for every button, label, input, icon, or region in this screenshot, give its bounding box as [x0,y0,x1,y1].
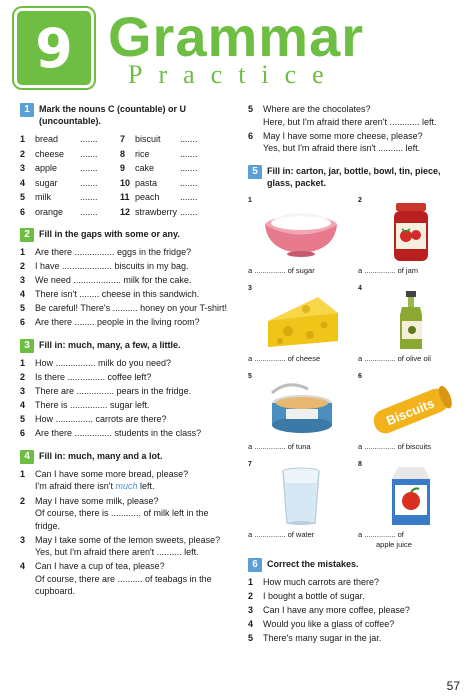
answer-blank[interactable]: ....... [80,206,98,217]
exercise-5 [248,165,458,550]
noun-item: 4 sugar ....... [20,177,98,188]
exercise-1 [20,103,234,218]
answer-blank[interactable]: ....... [180,134,198,144]
exercise-4-list [20,468,234,598]
exercise-instruction: Fill in: carton, jar, bottle, bowl, tin, piece, glass, packet. [267,165,441,188]
noun-item: 11 peach ....... [120,192,198,202]
answer-blank[interactable]: ....... [80,177,98,188]
picture-item: 5 a ............... of tuna [248,371,348,457]
list-item[interactable]: 3 There are ............... pears in the fridge. [20,386,192,397]
exercise-6-heading [248,558,458,572]
exercise-2-list [20,246,234,329]
list-item[interactable]: 6 Are there ............... students in the class? [20,428,202,439]
noun-item: 2 cheese ....... [20,148,98,159]
list-item[interactable]: 2 May I have some milk, please? Of course, there is ............ of milk left in the fridge. [20,495,209,531]
page-subtitle: Practice [128,60,340,89]
list-item[interactable]: 4 Would you like a glass of coffee? [248,618,395,629]
exercise-6-list [248,576,458,645]
list-item[interactable]: 5 Be careful! There's .......... honey on your T-shirt! [20,303,227,314]
list-item[interactable]: 1 How much carrots are there? [248,576,380,587]
picture-caption[interactable]: a ............... of cheese [248,353,321,363]
exercise-number: 5 [248,165,262,179]
answer-blank[interactable]: ....... [80,163,98,173]
noun-item: 9 cake ....... [120,163,198,173]
picture-caption[interactable]: a ............... of olive oil [358,353,431,363]
example-answer: much [115,481,138,492]
picture-grid [248,195,458,550]
exercise-number: 4 [20,450,34,464]
exercise-3-heading [20,339,234,353]
list-item[interactable]: 3 We need ................... milk for the cake. [20,275,192,286]
list-item[interactable]: 2 Is there ............... coffee left? [20,372,152,383]
exercise-1-heading [20,103,234,127]
exercise-3 [20,339,234,440]
answer-blank[interactable]: ....... [80,148,98,159]
noun-item: 3 apple ....... [20,163,98,173]
exercise-2 [20,228,234,329]
unit-number-badge [14,8,94,88]
list-item[interactable]: 4 There is ............... sugar left. [20,400,150,411]
answer-blank[interactable]: ....... [180,163,198,173]
list-item[interactable]: 3 Can I have any more coffee, please? [248,604,410,615]
picture-item: 3 a ............... of cheese [248,283,348,369]
answer-blank[interactable]: ....... [80,134,98,144]
tin-of-tuna-image [258,379,344,439]
answer-blank[interactable]: ....... [180,177,198,188]
exercise-number: 6 [248,558,262,572]
noun-list [20,133,234,218]
list-item[interactable]: 5 Where are the chocolates? Here, but I'm afraid there aren't ............ left. [248,104,437,127]
exercise-4-continued [248,103,458,155]
exercise-instruction: Fill in the gaps with some or any. [39,229,180,239]
picture-caption[interactable]: a ............... of water [248,529,315,539]
picture-caption[interactable]: a ............... of tuna [248,441,311,451]
list-item[interactable]: 4 Can I have a cup of tea, please? Of course, there are .......... of teabags in the cupboard. [20,561,212,597]
exercise-6 [248,558,458,645]
carton-of-apple-juice-image [368,467,454,527]
page-title: Grammar [108,5,365,68]
picture-caption-line2: apple juice [376,539,412,549]
left-column [20,103,234,608]
list-item[interactable]: 6 May I have some more cheese, please? Yes, but I'm afraid there isn't .......... left. [248,130,423,154]
unit-number: 9 [35,16,73,80]
piece-of-cheese-image [258,291,344,351]
list-item[interactable]: 1 How ................ milk do you need? [20,357,172,368]
exercise-4-list-continued [248,103,458,155]
list-item[interactable]: 3 May I take some of the lemon sweets, please? Yes, but I'm afraid there aren't .......... left. [20,534,221,558]
noun-item: 5 milk ....... [20,192,98,202]
jar-of-jam-image [368,203,454,263]
answer-blank[interactable]: ....... [180,206,198,217]
list-item[interactable]: 1 Can I have some more bread, please? I'm afraid there isn't much left. [20,468,189,492]
noun-item: 7 biscuit ....... [120,134,198,144]
exercise-3-list [20,357,234,440]
exercise-number: 3 [20,339,34,353]
page-number: 57 [446,679,460,693]
list-item[interactable]: 2 I have .................... biscuits in my bag. [20,261,189,272]
noun-item: 8 rice ....... [120,148,198,159]
glass-of-water-image [258,467,344,527]
noun-item: 6 orange ....... [20,206,98,217]
exercise-number: 2 [20,228,34,242]
exercise-4-heading [20,450,234,464]
picture-caption[interactable]: a ............... of sugar [248,265,315,275]
picture-item: 6 Biscuits a ............... of biscuits [358,371,458,457]
bowl-of-sugar-image [258,203,344,263]
noun-item: 1 bread ....... [20,134,98,144]
biscuits-label: Biscuits [384,395,437,428]
picture-caption[interactable]: a ............... of jam [358,265,419,275]
answer-blank[interactable]: ....... [80,192,98,202]
list-item[interactable]: 6 Are there ........ people in the living room? [20,317,200,328]
noun-item: 10 pasta ....... [120,177,198,188]
exercise-4 [20,450,234,598]
picture-item: 8 a ............... of apple juice [358,459,458,545]
exercise-5-heading [248,165,458,189]
answer-blank[interactable]: ....... [180,148,198,159]
picture-item: 2 a ............... of jam [358,195,458,281]
picture-item: 1 a ............... of sugar [248,195,348,281]
list-item[interactable]: 4 There isn't ........ cheese in this sandwich. [20,289,200,300]
list-item[interactable]: 5 There's many sugar in the jar. [248,632,382,643]
packet-of-biscuits-image [368,379,454,439]
exercise-instruction: Correct the mistakes. [267,558,359,569]
exercise-number: 1 [20,103,34,117]
picture-item: 4 a ............... of olive oil [358,283,458,369]
list-item[interactable]: 2 I bought a bottle of sugar. [248,590,365,601]
answer-blank[interactable]: ....... [180,192,198,202]
exercise-instruction: Fill in: much, many and a lot. [39,450,163,461]
exercise-instruction: Mark the nouns C (countable) or U (uncountable). [39,104,187,126]
exercise-instruction: Fill in: much, many, a few, a little. [39,339,181,350]
exercise-2-heading [20,228,234,242]
list-item[interactable]: 5 How ............... carrots are there? [20,414,167,425]
bottle-of-olive-oil-image [368,291,454,351]
picture-caption[interactable]: a ............... of biscuits [358,441,431,451]
list-item[interactable]: 1 Are there ................ eggs in the fridge? [20,247,192,257]
right-column [248,103,458,654]
noun-item: 12 strawberry ....... [120,206,198,217]
picture-item: 7 a ............... of water [248,459,348,545]
picture-caption[interactable]: a ............... of [358,529,404,539]
